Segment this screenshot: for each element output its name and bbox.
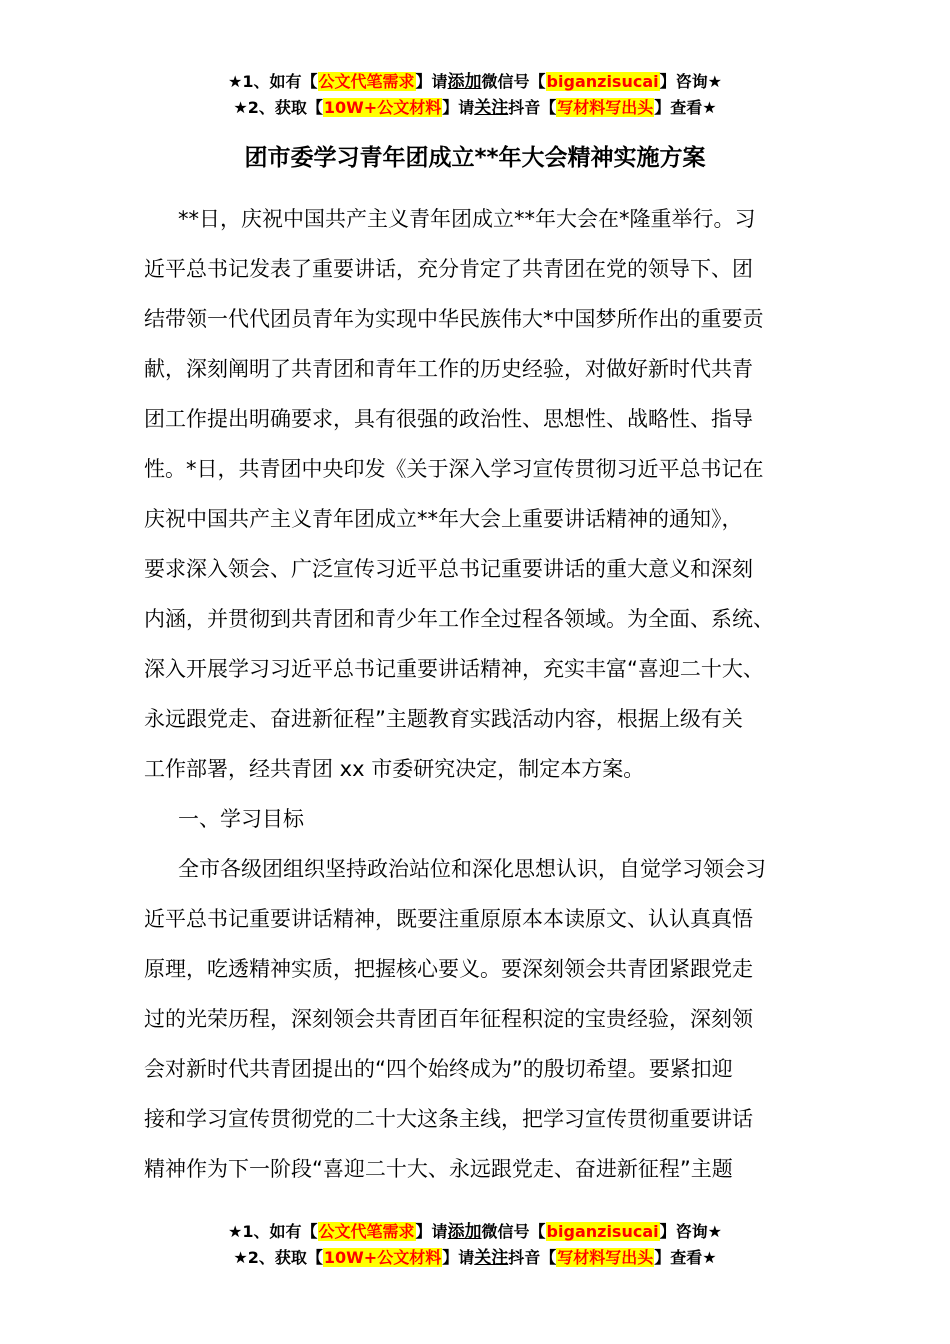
banner-text: 微信号【: [481, 1222, 546, 1241]
banner-text: 】请: [415, 1222, 448, 1241]
banner-underlined: 添加: [447, 1222, 482, 1242]
banner-text: 】请: [442, 98, 475, 117]
banner-highlight: biganzisucai: [546, 1222, 659, 1241]
body-line: 永远跟党走、奋进新征程”主题教育实践活动内容，根据上级有关: [144, 707, 743, 731]
body-line: 结带领一代代团员青年为实现中华民族伟大*中国梦所作出的重要贡: [144, 307, 764, 331]
banner-highlight: 写材料写出头: [557, 98, 654, 117]
bottom-banner: [0, 1219, 950, 1271]
body-line: 内涵，并贯彻到共青团和青少年工作全过程各领域。为全面、系统、: [144, 607, 774, 631]
top-banner: [0, 69, 950, 121]
document-title: 团市委学习青年团成立**年大会精神实施方案: [244, 145, 706, 171]
banner-text: 抖音【: [508, 98, 557, 117]
banner-text: 抖音【: [508, 1248, 557, 1267]
body-line: 庆祝中国共产主义青年团成立**年大会上重要讲话精神的通知》，: [144, 507, 743, 531]
body-line: 全市各级团组织坚持政治站位和深化思想认识，自觉学习领会习: [178, 857, 766, 881]
banner-text: 微信号【: [481, 72, 546, 91]
body-line: 近平总书记发表了重要讲话，充分肯定了共青团在党的领导下、团: [144, 257, 753, 281]
body-line: 深入开展学习习近平总书记重要讲话精神，充实丰富“喜迎二十大、: [144, 657, 764, 681]
body-line: 过的光荣历程，深刻领会共青团百年征程积淀的宝贵经验，深刻领: [144, 1007, 753, 1031]
banner-highlight: 公文代笔需求: [318, 1222, 415, 1241]
banner-text: 】咨询★: [659, 1222, 722, 1241]
banner-line-1: [0, 1219, 950, 1245]
banner-text: ★1、如有【: [228, 72, 318, 91]
banner-text: 】请: [415, 72, 448, 91]
banner-text: 】查看★: [654, 98, 717, 117]
banner-text: ★1、如有【: [228, 1222, 318, 1241]
document-body: [144, 194, 824, 1194]
banner-highlight: 公文代笔需求: [318, 72, 415, 91]
banner-highlight: 10W+公文材料: [323, 98, 442, 117]
body-line: 团工作提出明确要求，具有很强的政治性、思想性、战略性、指导: [144, 407, 753, 431]
body-line: **日，庆祝中国共产主义青年团成立**年大会在*隆重举行。习: [178, 207, 756, 231]
body-line: 要求深入领会、广泛宣传习近平总书记重要讲话的重大意义和深刻: [144, 557, 753, 581]
body-line: 精神作为下一阶段“喜迎二十大、永远跟党走、奋进新征程”主题: [144, 1157, 733, 1181]
body-line: 献，深刻阐明了共青团和青年工作的历史经验，对做好新时代共青: [144, 357, 753, 381]
banner-text: ★2、获取【: [233, 98, 323, 117]
banner-line-2: [0, 95, 950, 121]
banner-text: ★2、获取【: [233, 1248, 323, 1267]
body-line: 工作部署，经共青团 xx 市委研究决定，制定本方案。: [144, 757, 645, 781]
banner-highlight: biganzisucai: [546, 72, 659, 91]
body-line: 近平总书记重要讲话精神，既要注重原原本本读原文、认认真真悟: [144, 907, 753, 931]
body-line: 原理，吃透精神实质，把握核心要义。要深刻领会共青团紧跟党走: [144, 957, 753, 981]
banner-underlined: 关注: [474, 1248, 509, 1268]
banner-underlined: 添加: [447, 72, 482, 92]
banner-line-2: [0, 1245, 950, 1271]
banner-underlined: 关注: [474, 98, 509, 118]
section-heading: 一、学习目标: [178, 807, 304, 831]
body-line: 会对新时代共青团提出的“四个始终成为”的殷切希望。要紧扣迎: [144, 1057, 733, 1081]
body-line: 接和学习宣传贯彻党的二十大这条主线，把学习宣传贯彻重要讲话: [144, 1107, 753, 1131]
body-line: 性。*日，共青团中央印发《关于深入学习宣传贯彻习近平总书记在: [144, 457, 764, 481]
banner-highlight: 写材料写出头: [557, 1248, 654, 1267]
banner-text: 】咨询★: [659, 72, 722, 91]
banner-highlight: 10W+公文材料: [323, 1248, 442, 1267]
banner-text: 】请: [442, 1248, 475, 1267]
banner-line-1: [0, 69, 950, 95]
banner-text: 】查看★: [654, 1248, 717, 1267]
